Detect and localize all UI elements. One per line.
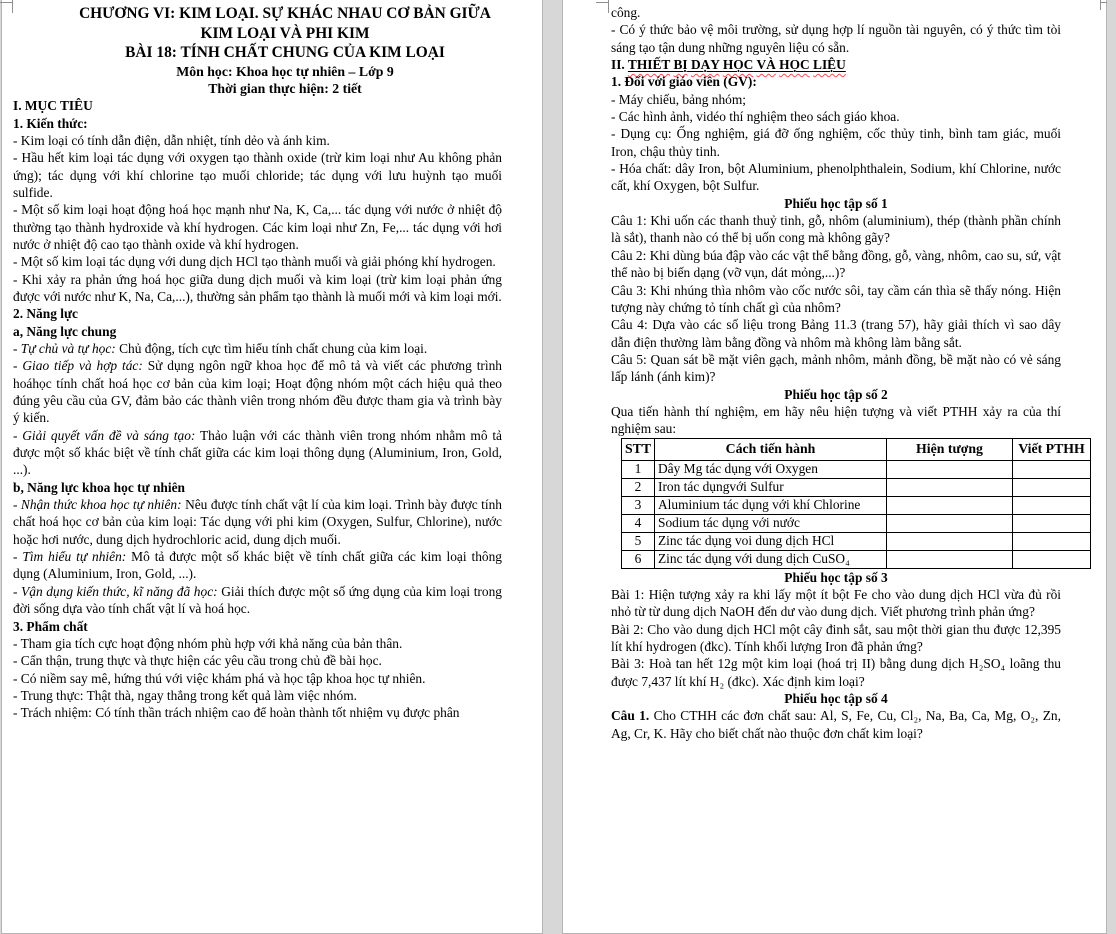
- table-cell[interactable]: [1013, 550, 1091, 568]
- text-run: Bài 1: Hiện tượng xảy ra khi lấy một ít bột Fe cho vào dung dịch HCl vừa đủ rồi nhỏ từ từ dung dịch NaOH đến dư vào dung dịch. Viết phương trình phản ứng?: [611, 586, 1061, 620]
- paragraph: [611, 707, 1061, 742]
- title-line: [68, 4, 502, 43]
- table-cell[interactable]: Sodium tác dụng với nước: [655, 514, 887, 532]
- title-line: [68, 43, 502, 63]
- text-run: - Trung thực: Thật thà, ngay thẳng trong kết quả làm việc nhóm.: [13, 687, 357, 703]
- text-run: - Hóa chất: dây Iron, bột Aluminium, phenolphthalein, Sodium, khí Chlorine, nước cất, khí Oxygen, bột Sulfur.: [611, 161, 1061, 194]
- text-run: - Giải quyết vấn đề và sáng tạo:: [13, 427, 196, 443]
- paragraph: [611, 586, 1061, 621]
- paragraph: [13, 271, 502, 306]
- text-run: - Có niềm say mê, hứng thú với việc khám phá và học tập khoa học tự nhiên.: [13, 670, 426, 686]
- paragraph: [611, 108, 1061, 125]
- table-cell[interactable]: 3: [622, 496, 655, 514]
- paragraph: [611, 21, 1061, 56]
- text-run: Phiếu học tập số 4: [784, 691, 888, 706]
- heading-line: [13, 323, 502, 340]
- paragraph: [611, 655, 1061, 690]
- table-cell[interactable]: 5: [622, 532, 655, 550]
- center-line: [611, 386, 1061, 403]
- table-cell[interactable]: [887, 496, 1013, 514]
- center-line: [611, 195, 1061, 212]
- text-run: II.: [611, 57, 628, 73]
- text-run: Nêu được tính chất vật lí của kim loại. Trình bày được tính chất hoá học cơ bản của kim loại: Tác dụng với phi kim (Oxygen, Sulfur, Chlorine), nước hoặc hơi nước, dung dịch hydrochloric acid, dung dịch muối.: [13, 497, 502, 547]
- paragraph: [13, 149, 502, 201]
- text-run: - Tìm hiểu tự nhiên:: [13, 549, 127, 565]
- text-run: - Hầu hết kim loại tác dụng với oxygen tạo thành oxide (trừ kim loại như Au không phản ứng); tác dụng với khí chlorine tạo muối chloride; tác dụng với lưu huỳnh tạo muối sulfide.: [13, 150, 502, 200]
- text-run: a, Năng lực chung: [13, 323, 117, 339]
- text-run: [691, 57, 720, 72]
- text-run: - Kim loại có tính dẫn điện, dẫn nhiệt, tính dẻo và ánh kim.: [13, 132, 330, 148]
- text-run: - Một số kim loại hoạt động hoá học mạnh như Na, K, Ca,... tác dụng với nước ở nhiệt độ thường tạo thành hydroxide và khí hydrogen. Các kim loại như Zn, Fe,... tác dụng với hơi nước ở nhiệt độ cao tạo thành oxide và khí hydrogen.: [13, 202, 502, 252]
- table-row: [622, 550, 1091, 568]
- text-run: [628, 57, 670, 72]
- table-cell[interactable]: Aluminium tác dụng với khí Chlorine: [655, 496, 887, 514]
- text-run: Giải thích được một số ứng dụng của kim loại trong đời sống dựa vào tính chất vật lí và hoá học.: [13, 583, 502, 617]
- text-boundary-mark: [1100, 2, 1107, 3]
- text-run: Mô tả được một số khác biệt về tính chất giữa các kim loại thông dụng (Aluminium, Iron, Gold, ...).: [13, 549, 502, 582]
- table-cell[interactable]: 4: [622, 514, 655, 532]
- text-run: Phiếu học tập số 3: [784, 569, 888, 585]
- paragraph: [13, 583, 502, 618]
- text-run: Phiếu học tập số 1: [784, 195, 888, 211]
- heading-line: [611, 73, 1061, 90]
- table-cell[interactable]: [1013, 478, 1091, 496]
- text-run: - Các hình ảnh, vidéo thí nghiệm theo sách giáo khoa.: [611, 109, 900, 125]
- misspelled-word: HỌC: [779, 57, 810, 73]
- text-run: Câu 1.: [611, 708, 650, 724]
- paragraph: [611, 351, 1061, 386]
- paragraph: [611, 316, 1061, 351]
- table-cell[interactable]: [887, 532, 1013, 550]
- text-run: - Một số kim loại tác dụng với dung dịch HCl tạo thành muối và giải phóng khí hydrogen.: [13, 254, 496, 270]
- text-run: - Giao tiếp và hợp tác:: [13, 358, 143, 374]
- heading-line: [13, 479, 502, 496]
- text-run: CHƯƠNG VI: KIM LOẠI. SỰ KHÁC NHAU CƠ BẢN GIỮA KIM LOẠI VÀ PHI KIM: [79, 5, 491, 42]
- paragraph: [13, 635, 502, 652]
- subtitle-line: [68, 80, 502, 97]
- heading-line: [13, 115, 502, 132]
- table-cell[interactable]: 1: [622, 460, 655, 478]
- text-boundary-mark: [12, 0, 13, 13]
- text-run: - Cẩn thận, trung thực và thực hiện các yêu cầu trong chủ đề bài học.: [13, 653, 382, 669]
- document-page-left[interactable]: [1, 0, 543, 934]
- text-run: 3. Phẩm chất: [13, 618, 88, 634]
- misspelled-word: BỊ: [673, 57, 688, 73]
- paragraph: [13, 687, 502, 704]
- center-line: [611, 690, 1061, 707]
- table-header-cell: STT: [622, 438, 655, 460]
- paragraph: [611, 212, 1061, 247]
- table-cell[interactable]: [1013, 532, 1091, 550]
- text-run: - Máy chiếu, bảng nhóm;: [611, 91, 746, 107]
- misspelled-word: HỌC: [722, 57, 754, 73]
- paragraph: [13, 340, 502, 357]
- text-run: Phiếu học tập số 2: [784, 386, 888, 402]
- text-run: Bài 2: Cho vào dung dịch HCl một cây đinh sắt, sau một thời gian thu được 12,395 lít khí hydrogen (đkc). Tính khối lượng Iron đã phản ứng?: [611, 621, 1061, 654]
- heading-line: [13, 305, 502, 322]
- table-cell[interactable]: [887, 460, 1013, 478]
- table-header-cell: Viết PTHH: [1013, 438, 1091, 460]
- table-row: [622, 460, 1091, 478]
- misspelled-word: VÀ: [756, 57, 776, 73]
- paragraph: [13, 704, 502, 721]
- text-run: b, Năng lực khoa học tự nhiên: [13, 479, 185, 495]
- table-row: [622, 532, 1091, 550]
- paragraph: [13, 201, 502, 253]
- paragraph: [611, 125, 1061, 160]
- paragraph: [611, 403, 1061, 438]
- text-boundary-mark: [608, 0, 609, 13]
- paragraph: [13, 427, 502, 479]
- text-run: Câu 5: Quan sát bề mặt viên gạch, mảnh nhôm, mảnh đồng, bề mặt nào có vẻ sáng lấp lánh (ánh kim)?: [611, 351, 1061, 385]
- misspelled-word: LIỆU: [813, 57, 846, 73]
- text-run: - Tự chủ và tự học:: [13, 341, 116, 356]
- text-run: Câu 3: Khi nhúng thìa nhôm vào cốc nước sôi, tay cầm cán thìa sẽ thấy nóng. Hiện tượng này chứng tỏ tính chất gì của nhôm?: [611, 282, 1061, 315]
- paragraph: [13, 670, 502, 687]
- text-run: Cho CTHH các đơn chất sau: Al, S, Fe, Cu, Cl₂, Na, Ba, Ca, Mg, O₂, Zn, Ag, Cr, K. Hãy cho biết chất nào thuộc đơn chất kim loại?: [611, 708, 1061, 741]
- heading-line: [13, 97, 502, 114]
- text-run: Chủ động, tích cực tìm hiểu tính chất chung của kim loại.: [115, 341, 428, 356]
- text-run: công.: [611, 5, 641, 20]
- text-run: Qua tiến hành thí nghiệm, em hãy nêu hiện tượng và viết PTHH xảy ra của thí nghiệm sau:: [611, 403, 1061, 437]
- document-page-right[interactable]: [562, 0, 1107, 934]
- text-run: BÀI 18: TÍNH CHẤT CHUNG CỦA KIM LOẠI: [125, 44, 445, 61]
- text-run: [723, 57, 754, 72]
- center-line: [611, 569, 1061, 586]
- table-cell[interactable]: Zinc tác dụng với dung dịch CuSO₄: [655, 550, 887, 568]
- misspelled-word: THIẾT: [627, 57, 671, 73]
- text-run: [673, 57, 687, 72]
- misspelled-word: DẠY: [690, 57, 720, 73]
- heading-line: [13, 618, 502, 635]
- paragraph: [611, 160, 1061, 195]
- table-cell[interactable]: Zinc tác dụng voi dung dịch HCl: [655, 532, 887, 550]
- text-run: Bài 3: Hoà tan hết 12g một kim loại (hoá trị II) bằng dung dịch H₂SO₄ loãng thu được 7,437 lít khí H₂ (đkc). Xác định kim loại?: [611, 656, 1061, 689]
- table-cell[interactable]: [1013, 496, 1091, 514]
- text-run: [756, 57, 775, 72]
- text-run: 1. Kiến thức:: [13, 115, 88, 131]
- table-cell[interactable]: [887, 550, 1013, 568]
- paragraph: [13, 132, 502, 149]
- text-run: Thời gian thực hiện: 2 tiết: [208, 80, 362, 96]
- paragraph: [13, 357, 502, 426]
- paragraph: [611, 247, 1061, 282]
- table-row: [622, 478, 1091, 496]
- paragraph: [611, 621, 1061, 656]
- text-run: - Khi xảy ra phản ứng hoá học giữa dung dịch muối và kim loại (trừ kim loại phản ứng được với nước như K, Na, Ca,...), thường sản phẩm tạo thành là muối mới và kim loại mới.: [13, 271, 502, 304]
- text-run: 1. Đối với giáo viên (GV):: [611, 74, 757, 90]
- text-run: - Trách nhiệm: Có tính thần trách nhiệm cao để hoàn thành tốt nhiệm vụ được phân: [13, 705, 460, 721]
- table-header-cell: Cách tiến hành: [655, 438, 887, 460]
- text-run: - Có ý thức bảo vệ môi trường, sử dụng hợp lí nguồn tài nguyên, có ý thức tìm tòi sáng tạo tận dung những nguyên liệu có sẵn.: [611, 22, 1061, 55]
- table-cell[interactable]: [887, 514, 1013, 532]
- table-cell[interactable]: 2: [622, 478, 655, 496]
- table-cell[interactable]: 6: [622, 550, 655, 568]
- text-run: Thảo luận với các thành viên trong nhóm nhằm mô tả được một số khác biệt về tính chất giữa các kim loại thông dụng (Aluminium, Iron, Gold, ...).: [13, 427, 502, 478]
- paragraph: [611, 282, 1061, 317]
- table-cell[interactable]: Iron tác dụngvới Sulfur: [655, 478, 887, 496]
- paragraph: [611, 91, 1061, 108]
- text-run: [779, 57, 810, 72]
- text-run: I. MỤC TIÊU: [13, 98, 93, 114]
- table-cell[interactable]: Dây Mg tác dụng với Oxygen: [655, 460, 887, 478]
- text-run: - Vận dụng kiến thức, kĩ năng đã học:: [13, 583, 218, 599]
- text-run: - Dụng cụ: Ống nghiệm, giá đỡ ống nghiệm, cốc thủy tinh, bình tam giác, muối Iron, chậu thủy tinh.: [611, 126, 1061, 159]
- text-run: 2. Năng lực: [13, 306, 78, 322]
- text-run: - Nhận thức khoa học tự nhiên:: [13, 497, 182, 513]
- text-run: Câu 2: Khi dùng búa đập vào các vật thể bằng đồng, gỗ, vàng, nhôm, cao su, sứ, vật thể nào bị biến dạng (vỡ vụn, dát mỏng,...)?: [611, 247, 1061, 281]
- paragraph: [13, 253, 502, 270]
- subtitle-line: [68, 63, 502, 80]
- table-cell[interactable]: [1013, 514, 1091, 532]
- table-header-cell: Hiện tượng: [887, 438, 1013, 460]
- worksheet-table: [621, 438, 1091, 569]
- table-cell[interactable]: [887, 478, 1013, 496]
- text-run: Câu 4: Dựa vào các số liệu trong Bảng 11.3 (trang 57), hãy giải thích vì sao dây dẫn điện thường làm bằng đồng và nhôm mà không làm bằng sắt.: [611, 317, 1061, 350]
- paragraph: [13, 496, 502, 548]
- text-boundary-mark: [596, 2, 608, 3]
- table-cell[interactable]: [1013, 460, 1091, 478]
- text-boundary-mark: [0, 2, 12, 3]
- paragraph: [13, 548, 502, 583]
- text-run: Câu 1: Khi uốn các thanh thuỷ tinh, gỗ, nhôm (aluminium), thép (thành phần chính là sắt), thanh nào có thể bị uốn cong mà không gãy?: [611, 213, 1061, 246]
- table-row: [622, 514, 1091, 532]
- paragraph: [13, 652, 502, 669]
- text-run: - Tham gia tích cực hoạt động nhóm phù hợp với khả năng của bản thân.: [13, 635, 403, 651]
- table-row: [622, 496, 1091, 514]
- text-run: [813, 57, 846, 72]
- heading-line: [611, 56, 1061, 73]
- paragraph: [611, 4, 1061, 21]
- text-run: Môn học: Khoa học tự nhiên – Lớp 9: [176, 63, 394, 79]
- text-run: Sử dụng ngôn ngữ khoa học để mô tả và viết các phương trình hoáhọc tính chất hoá học cơ bản của kim loại; Hoạt động nhóm một cách hiệu quả theo đúng yêu cầu của GV, đảm bảo các thành viên trong nhóm đều được tham gia và trình bày ý kiến.: [13, 358, 502, 426]
